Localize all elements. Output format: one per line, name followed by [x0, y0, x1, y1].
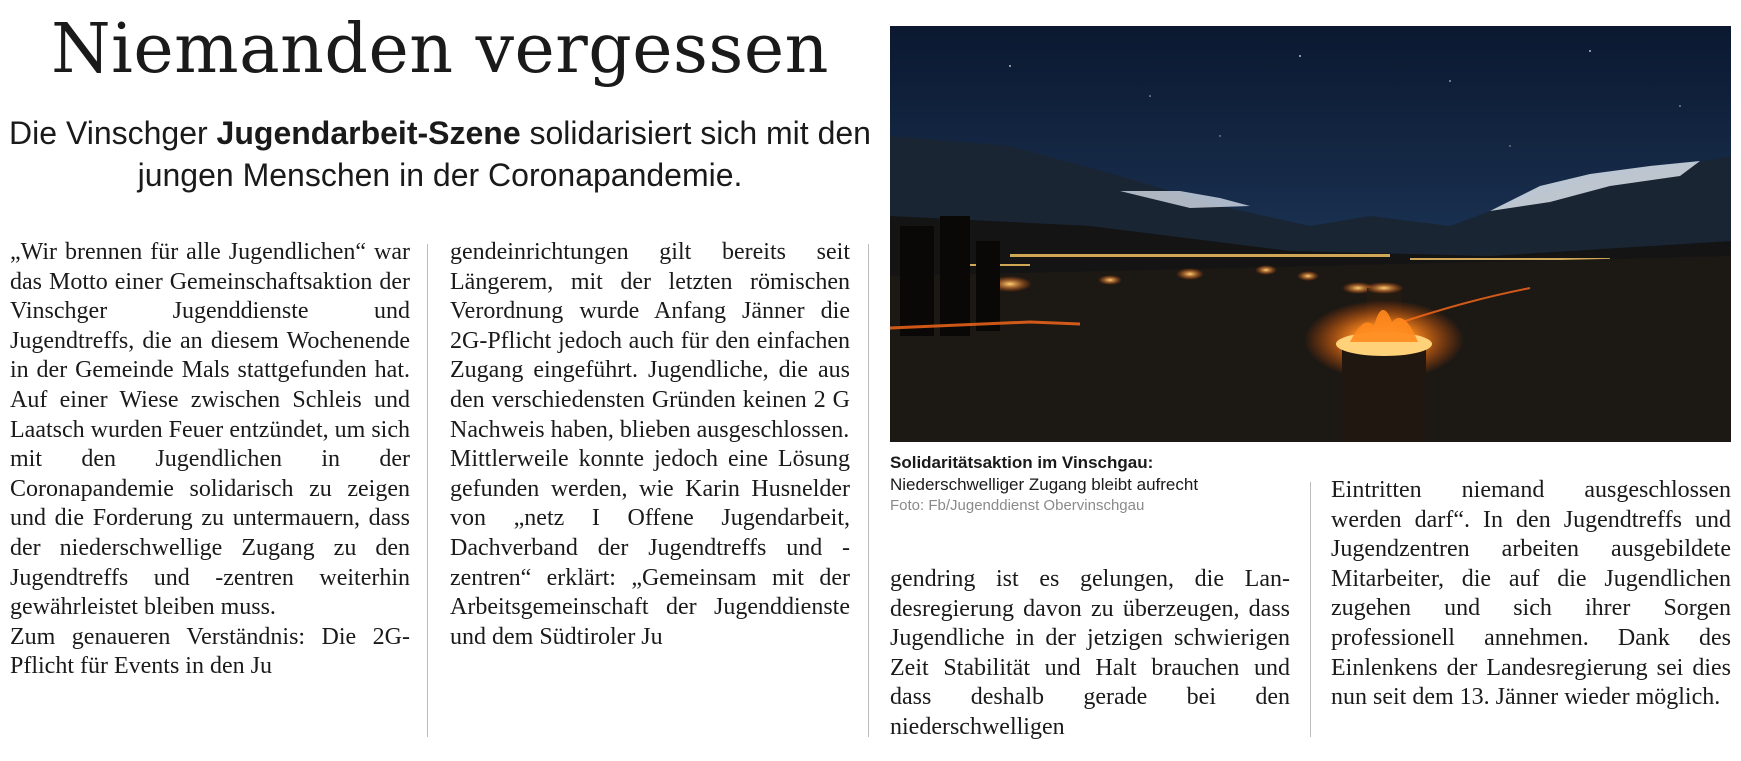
column-divider	[1310, 482, 1311, 737]
article-column-2	[450, 238, 850, 652]
article-column-1	[10, 238, 410, 682]
photo-credit: Foto: Fb/Jugenddienst Obervinschgau	[890, 497, 1145, 514]
headline: Niemanden vergessen	[51, 10, 829, 89]
subline-bold: Jugendarbeit-Szene	[216, 115, 521, 151]
paragraph: „Wir brennen für alle Jugendlichen“ war das Motto einer Gemeinschaftsaktion der Vinschger Jugenddienste und Jugendtreffs, die an diesem Wochenende in der Gemeinde Mals stattgefunden hat. Auf einer Wiese zwischen Schleis und Laatsch wurden Feuer entzündet, um sich mit den Jugendlichen in der Coronapandemie solidarisch zu zeigen und die Forderung zu untermauern, dass der niederschwellige Zugang zu den Jugendtreffs und -zentren weiterhin gewährleistet bleiben muss.	[10, 239, 410, 621]
subline-start: Die Vinschger	[9, 115, 217, 151]
article-photo	[890, 26, 1731, 442]
column-divider	[868, 244, 869, 737]
subline-end: solidarisiert sich mit den jungen Menschen in der Coronapandemie.	[137, 115, 871, 193]
caption-title: Solidaritätsaktion im Vinschgau:	[890, 453, 1154, 472]
caption-text: Niederschwelliger Zugang bleibt aufrecht	[890, 475, 1199, 494]
photo-caption	[890, 452, 1310, 516]
paragraph: gendring ist es gelungen, die Landesregierung davon zu überzeugen, dass Jugendliche in der jetzigen schwierigen Zeit Stabilität und Halt brauchen und dass deshalb gerade bei den niederschwelligen	[890, 566, 1290, 740]
column-divider	[427, 244, 428, 737]
subline	[0, 112, 880, 196]
paragraph: Eintritten niemand ausgeschlossen werden darf“. In den Jugendtreffs und Jugendzentren arbeiten ausgebildete Mitarbeiter, die auf die Jugendlichen zugehen und sich ihrer Sorgen professionell annehmen. Dank des Einlenkens der Landesregierung sei dies nun seit dem 13. Jänner wieder möglich.	[1331, 477, 1731, 711]
article-column-4	[1331, 476, 1731, 713]
paragraph: Mittlerweile konnte jedoch eine Lösung gefunden werden, wie Karin Husnelder von „netz I Offene Jugendarbeit, Dachverband der Jugendtreffs und -zentren“ erklärt: „Gemeinsam mit der Arbeitsgemeinschaft der Jugenddienste und dem Südtiroler Ju	[450, 446, 850, 650]
night-fire-photo	[890, 26, 1731, 442]
paragraph: Zum genaueren Verständnis: Die 2G-Pflicht für Events in den Ju	[10, 623, 410, 680]
paragraph: gendeinrichtungen gilt bereits seit Längerem, mit der letzten römischen Verordnung wurde Anfang Jänner die 2G-Pflicht jedoch auch für den einfachen Zugang eingeführt. Jugendliche, die aus den verschiedensten Gründen keinen 2 G Nachweis haben, blieben ausgeschlossen.	[450, 239, 850, 443]
article-column-3	[890, 565, 1290, 743]
